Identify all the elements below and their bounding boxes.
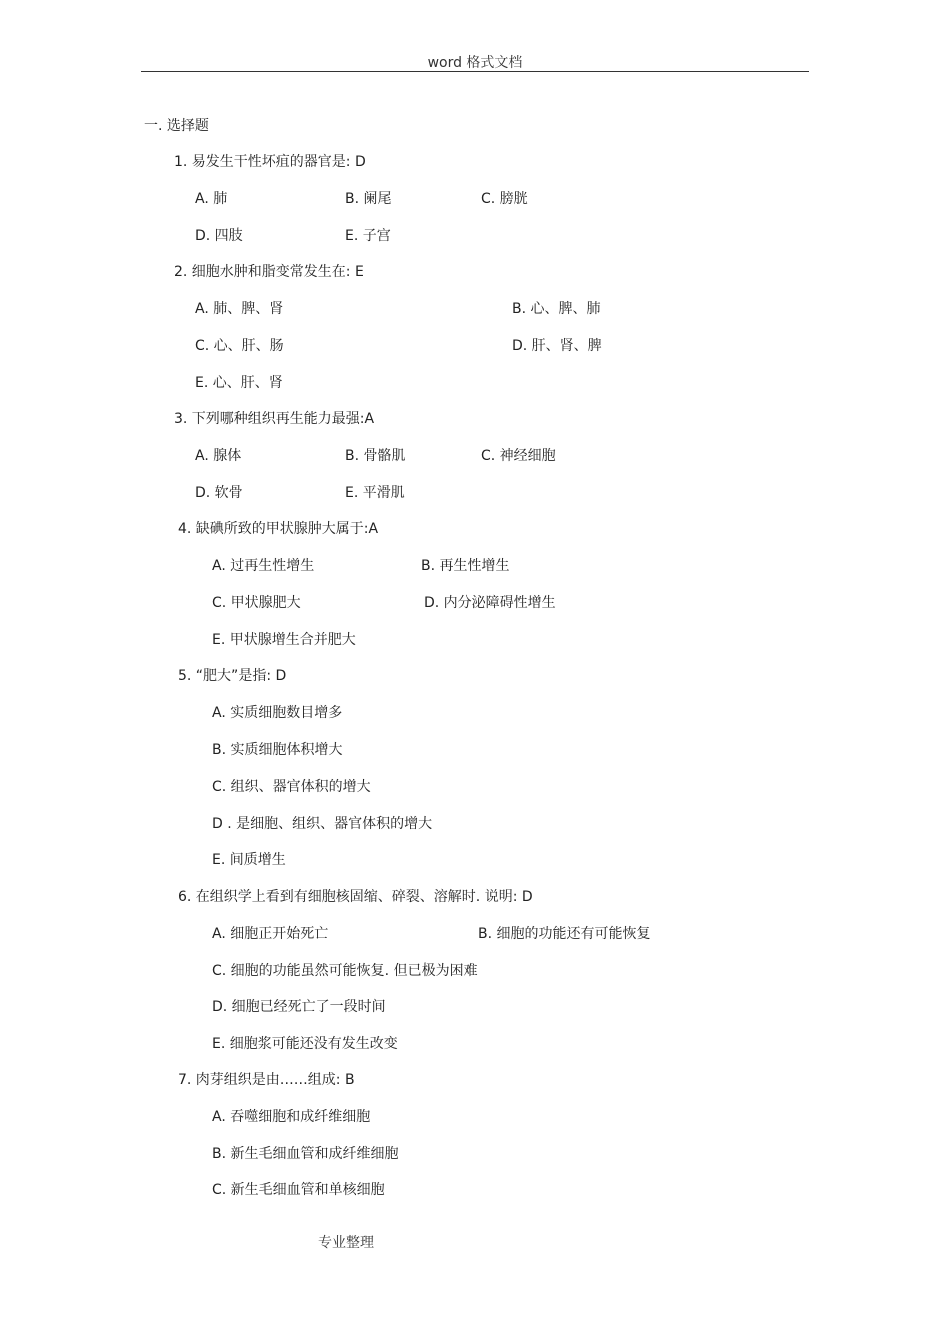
option-item: D. 软骨	[195, 485, 243, 501]
option-item: B. 阑尾	[345, 191, 392, 207]
option-item: A. 细胞正开始死亡	[212, 926, 329, 942]
option-item: B. 骨骼肌	[345, 448, 406, 464]
option-item: B. 心、脾、肺	[512, 301, 601, 317]
question-stem: 3. 下列哪种组织再生能力最强:A	[174, 411, 375, 427]
option-item: C. 细胞的功能虽然可能恢复. 但已极为困难	[212, 963, 478, 979]
option-item: C. 膀胱	[481, 191, 528, 207]
option-item: E. 子宫	[345, 228, 391, 244]
option-item: D. 内分泌障碍性增生	[424, 595, 556, 611]
option-item: A. 肺	[195, 191, 228, 207]
option-item: D. 细胞已经死亡了一段时间	[212, 999, 386, 1015]
option-item: C. 新生毛细血管和单核细胞	[212, 1182, 385, 1198]
option-item: E. 甲状腺增生合并肥大	[212, 632, 356, 648]
option-item: B. 实质细胞体积增大	[212, 742, 343, 758]
option-item: E. 细胞浆可能还没有发生改变	[212, 1036, 398, 1052]
option-item: D. 四肢	[195, 228, 243, 244]
question-stem: 2. 细胞水肿和脂变常发生在: E	[174, 264, 364, 280]
option-item: A. 实质细胞数目增多	[212, 705, 343, 721]
option-item: E. 间质增生	[212, 852, 286, 868]
option-item: C. 甲状腺肥大	[212, 595, 301, 611]
page-header-title: word 格式文档	[427, 55, 523, 71]
header-rule	[141, 71, 809, 72]
option-item: A. 过再生性增生	[212, 558, 315, 574]
option-item: C. 神经细胞	[481, 448, 556, 464]
question-stem: 1. 易发生干性坏疽的器官是: D	[174, 154, 366, 170]
question-stem: 5. “肥大”是指: D	[178, 668, 287, 684]
option-item: A. 吞噬细胞和成纤维细胞	[212, 1109, 371, 1125]
option-item: D . 是细胞、组织、器官体积的增大	[212, 816, 433, 832]
option-item: C. 心、肝、肠	[195, 338, 284, 354]
page-footer: 专业整理	[318, 1235, 374, 1251]
option-item: B. 新生毛细血管和成纤维细胞	[212, 1146, 399, 1162]
option-item: A. 肺、脾、肾	[195, 301, 284, 317]
question-stem: 7. 肉芽组织是由……组成: B	[178, 1072, 355, 1088]
question-stem: 6. 在组织学上看到有细胞核固缩、碎裂、溶解时. 说明: D	[178, 889, 533, 905]
question-stem: 4. 缺碘所致的甲状腺肿大属于:A	[178, 521, 379, 537]
option-item: B. 再生性增生	[421, 558, 510, 574]
option-item: D. 肝、肾、脾	[512, 338, 602, 354]
section-title: 一. 选择题	[144, 118, 209, 134]
option-item: E. 平滑肌	[345, 485, 405, 501]
option-item: B. 细胞的功能还有可能恢复	[478, 926, 651, 942]
option-item: E. 心、肝、肾	[195, 375, 283, 391]
option-item: A. 腺体	[195, 448, 242, 464]
option-item: C. 组织、器官体积的增大	[212, 779, 371, 795]
